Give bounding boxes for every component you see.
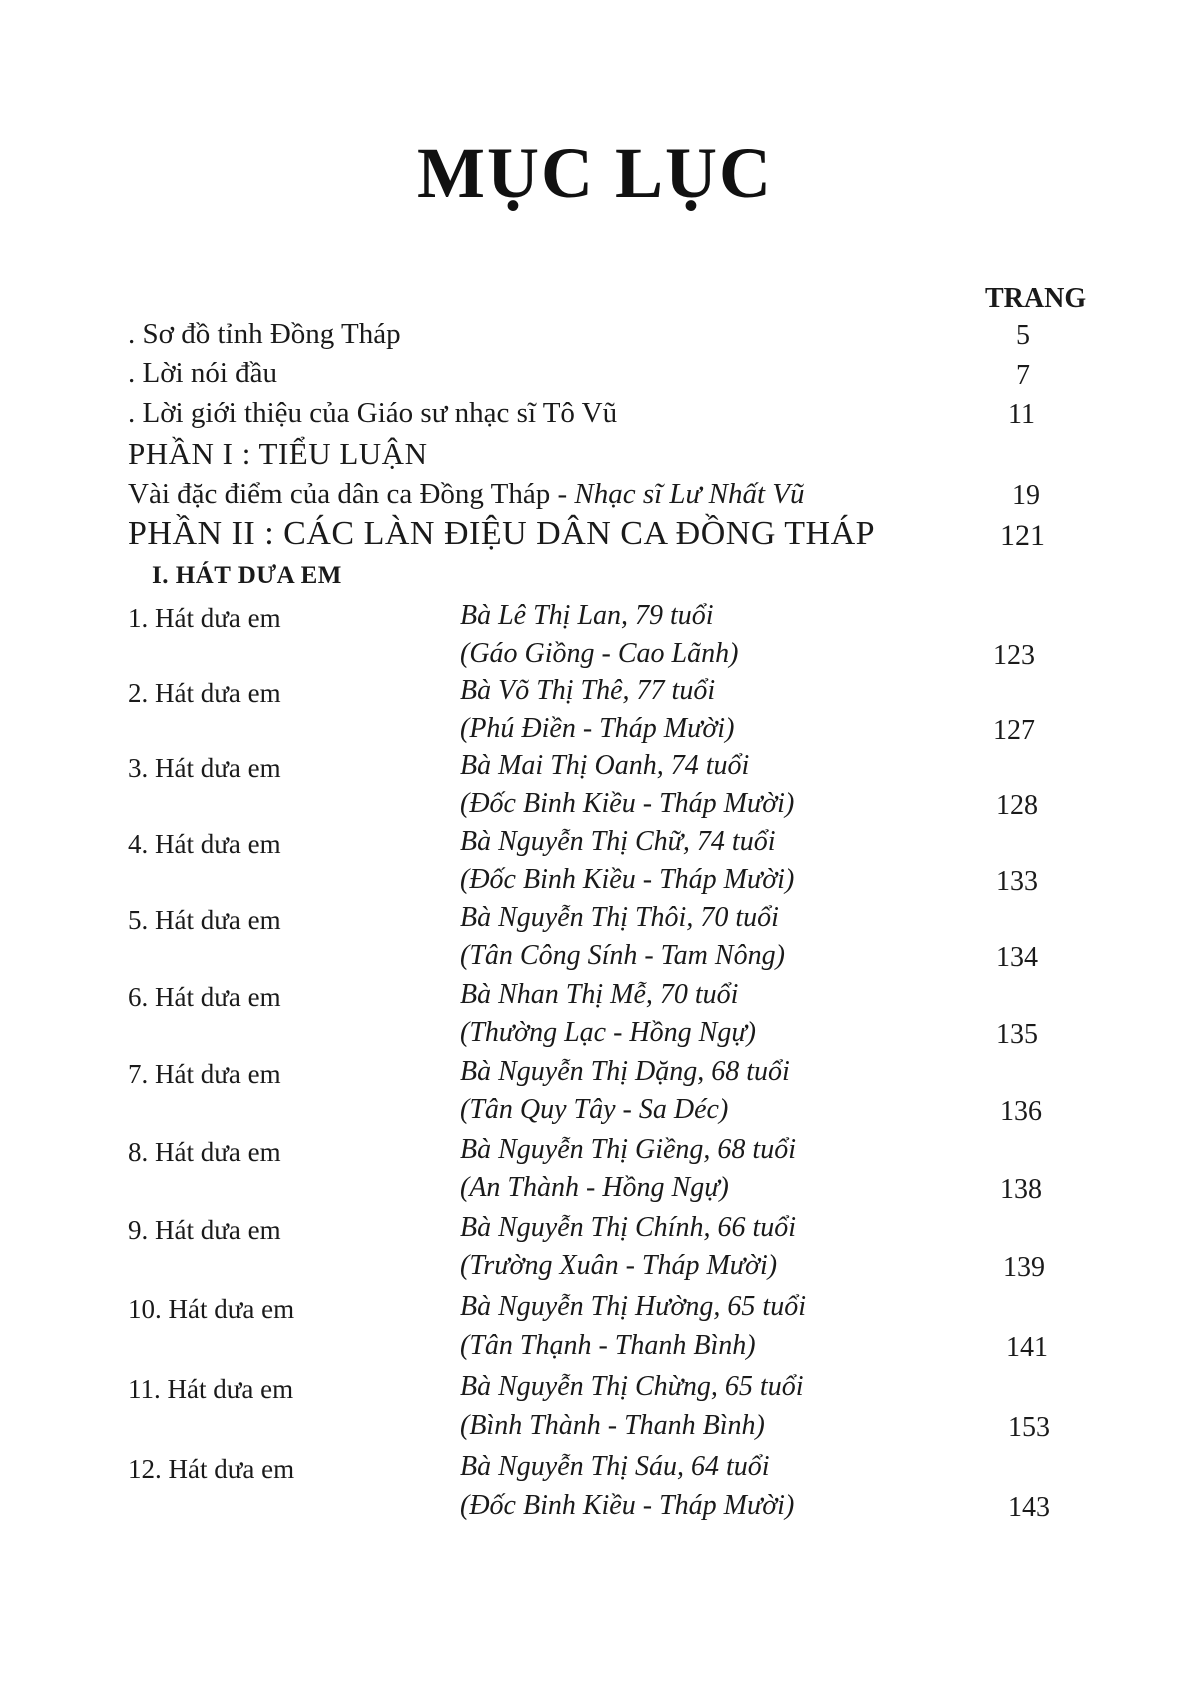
song-page: 138 <box>1000 1174 1042 1205</box>
song-singer: Bà Nguyễn Thị Chữ, 74 tuổi <box>460 826 776 857</box>
song-place: (Tân Thạnh - Thanh Bình) <box>460 1330 756 1361</box>
front-matter-label: . Sơ đồ tỉnh Đồng Tháp <box>128 318 401 350</box>
song-title: 7. Hát dưa em <box>128 1059 281 1089</box>
front-matter-label: . Lời giới thiệu của Giáo sư nhạc sĩ Tô Vũ <box>128 397 618 429</box>
song-place: (Tân Công Sính - Tam Nông) <box>460 940 785 971</box>
song-title: 6. Hát dưa em <box>128 982 281 1012</box>
song-singer: Bà Lê Thị Lan, 79 tuổi <box>460 600 714 631</box>
section-heading: I. HÁT DƯA EM <box>152 562 342 589</box>
song-page: 141 <box>1006 1332 1048 1363</box>
song-place: (Phú Điền - Tháp Mười) <box>460 713 735 744</box>
song-singer: Bà Nguyễn Thị Chính, 66 tuổi <box>460 1212 796 1243</box>
song-place: (Gáo Giồng - Cao Lãnh) <box>460 638 739 669</box>
song-place: (An Thành - Hồng Ngự) <box>460 1172 729 1203</box>
song-page: 143 <box>1008 1492 1050 1523</box>
song-title: 8. Hát dưa em <box>128 1137 281 1167</box>
song-place: (Đốc Binh Kiều - Tháp Mười) <box>460 1490 795 1521</box>
song-singer: Bà Mai Thị Oanh, 74 tuổi <box>460 750 750 781</box>
song-title: 12. Hát dưa em <box>128 1454 295 1484</box>
song-page: 139 <box>1003 1252 1045 1283</box>
song-page: 127 <box>993 715 1035 746</box>
part1-entry-author: Nhạc sĩ Lư Nhất Vũ <box>574 478 805 510</box>
part1-entry-title: Vài đặc điểm của dân ca Đồng Tháp - <box>128 478 575 510</box>
song-title: 10. Hát dưa em <box>128 1294 295 1324</box>
song-title: 2. Hát dưa em <box>128 678 281 708</box>
song-page: 133 <box>996 866 1038 897</box>
song-page: 123 <box>993 640 1035 671</box>
song-place: (Đốc Binh Kiều - Tháp Mười) <box>460 788 795 819</box>
song-title: 11. Hát dưa em <box>128 1374 294 1404</box>
song-place: (Đốc Binh Kiều - Tháp Mười) <box>460 864 795 895</box>
song-singer: Bà Nguyễn Thị Sáu, 64 tuổi <box>460 1451 770 1482</box>
song-singer: Bà Nguyễn Thị Giềng, 68 tuổi <box>460 1134 796 1165</box>
song-place: (Bình Thành - Thanh Bình) <box>460 1410 765 1441</box>
song-page: 136 <box>1000 1096 1042 1127</box>
part1-entry <box>128 478 805 511</box>
song-place: (Thường Lạc - Hồng Ngự) <box>460 1017 756 1048</box>
song-singer: Bà Nguyễn Thị Chừng, 65 tuổi <box>460 1371 804 1402</box>
song-page: 153 <box>1008 1412 1050 1443</box>
song-title: 9. Hát dưa em <box>128 1215 281 1245</box>
front-matter-page: 7 <box>1016 360 1030 391</box>
part1-heading: PHẦN I : TIỂU LUẬN <box>128 436 428 471</box>
front-matter-page: 5 <box>1016 320 1030 351</box>
song-place: (Tân Quy Tây - Sa Déc) <box>460 1094 729 1125</box>
song-title: 4. Hát dưa em <box>128 829 281 859</box>
part1-entry-page: 19 <box>1012 480 1040 511</box>
song-singer: Bà Nguyễn Thị Thôi, 70 tuổi <box>460 902 779 933</box>
song-page: 135 <box>996 1019 1038 1050</box>
page-column-header: TRANG <box>985 283 1087 314</box>
song-title: 3. Hát dưa em <box>128 753 281 783</box>
front-matter-page: 11 <box>1008 399 1035 430</box>
song-page: 128 <box>996 790 1038 821</box>
part2-page: 121 <box>1000 519 1045 552</box>
song-singer: Bà Nguyễn Thị Dặng, 68 tuổi <box>460 1056 790 1087</box>
song-singer: Bà Nguyễn Thị Hường, 65 tuổi <box>460 1291 806 1322</box>
song-singer: Bà Võ Thị Thê, 77 tuổi <box>460 675 716 706</box>
front-matter-label: . Lời nói đầu <box>128 357 278 389</box>
song-page: 134 <box>996 942 1038 973</box>
song-singer: Bà Nhan Thị Mễ, 70 tuổi <box>460 979 739 1010</box>
part2-heading: PHẦN II : CÁC LÀN ĐIỆU DÂN CA ĐỒNG THÁP <box>128 515 876 552</box>
song-title: 5. Hát dưa em <box>128 905 281 935</box>
page-title: MỤC LỤC <box>417 133 773 213</box>
song-title: 1. Hát dưa em <box>128 603 281 633</box>
song-place: (Trường Xuân - Tháp Mười) <box>460 1250 778 1281</box>
